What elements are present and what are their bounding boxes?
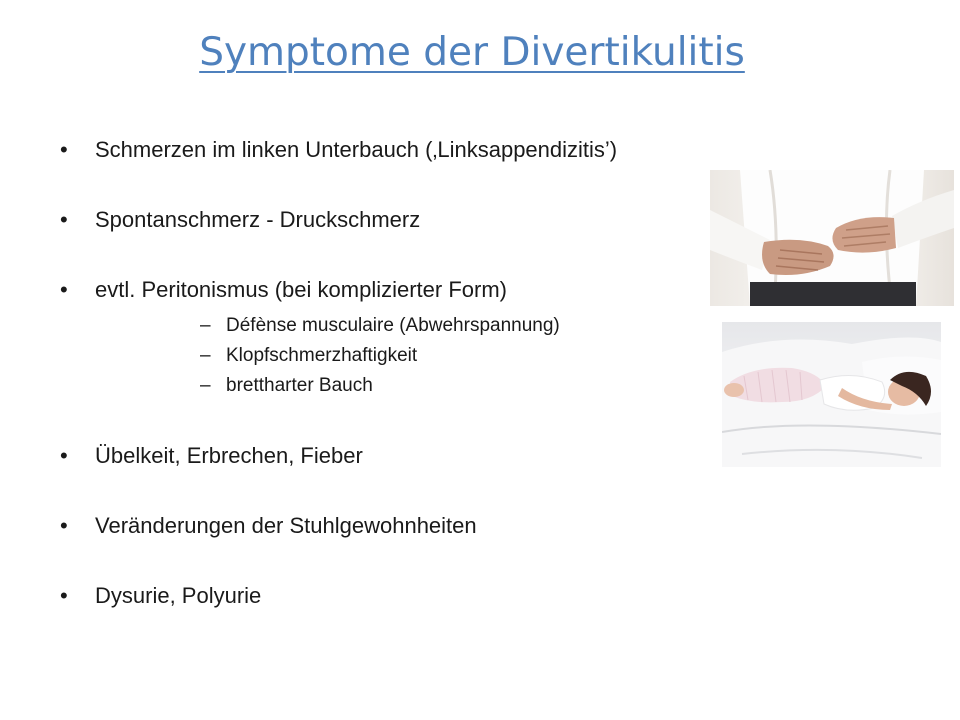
sub-bullet-marker: – <box>200 345 211 366</box>
abdomen-photo <box>710 170 954 306</box>
bullet-marker: • <box>60 137 68 162</box>
sub-bullet-text: Klopfschmerzhaftigkeit <box>226 345 418 366</box>
bullet-marker: • <box>60 443 68 468</box>
abdomen-photo-drawing <box>710 170 954 306</box>
bullet-text: Schmerzen im linken Unterbauch (‚Linksappendizitis’) <box>95 137 618 162</box>
bullet-text: evtl. Peritonismus (bei komplizierter Form) <box>95 277 507 302</box>
sub-bullet-marker: – <box>200 375 211 396</box>
woman-in-bed-photo-drawing <box>722 322 941 467</box>
bullet-marker: • <box>60 513 68 538</box>
slide-title: Symptome der Divertikulitis <box>199 30 745 75</box>
bullet-marker: • <box>60 583 68 608</box>
bullet-text: Dysurie, Polyurie <box>95 583 262 608</box>
bullet-marker: • <box>60 277 68 302</box>
sub-bullet-text: brettharter Bauch <box>226 375 373 396</box>
sub-bullet-marker: – <box>200 315 211 336</box>
woman-in-bed-photo <box>722 322 941 467</box>
bullet-text: Spontanschmerz - Druckschmerz <box>95 207 421 232</box>
bullet-marker: • <box>60 207 68 232</box>
bullet-text: Übelkeit, Erbrechen, Fieber <box>95 443 363 468</box>
bullet-text: Veränderungen der Stuhlgewohnheiten <box>95 513 477 538</box>
sub-bullet-text: Défènse musculaire (Abwehrspannung) <box>226 315 560 336</box>
